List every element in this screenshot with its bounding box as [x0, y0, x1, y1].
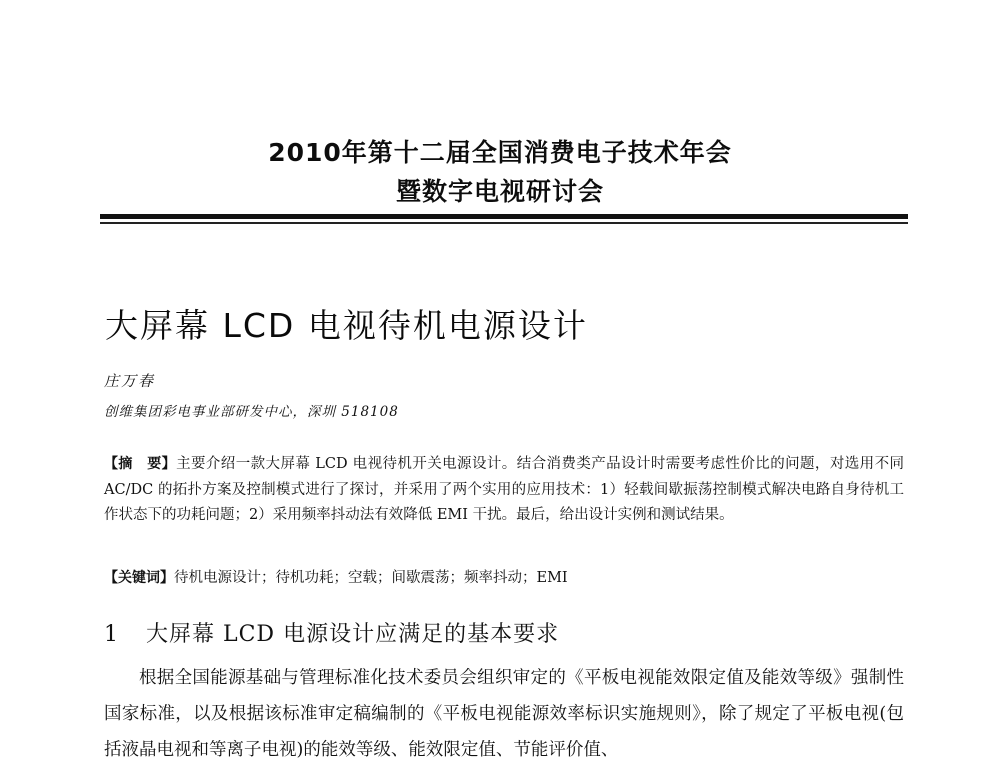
keywords-label: 【关键词】 [104, 570, 174, 586]
author-name: 庄万春 [104, 372, 156, 390]
header-rule-thin [100, 222, 908, 224]
author-affiliation: 创维集团彩电事业部研发中心，深圳 518108 [104, 404, 399, 420]
conference-title-line2: 暨数字电视研讨会 [395, 177, 604, 206]
section-heading [104, 617, 559, 648]
abstract-label: 【摘 要】 [104, 456, 177, 472]
header-rule-thick [100, 214, 908, 219]
section-number: 1 [104, 622, 119, 647]
body-paragraph: 根据全国能源基础与管理标准化技术委员会组织审定的《平板电视能效限定值及能效等级》强制性国家标准，以及根据该标准审定稿编制的《平板电视能源效率标识实施规则》，除了规定了平板电视(包括液晶电视和等离子电视)的能效等级、能效限定值、节能评价值、 [104, 668, 904, 760]
keywords-text: 待机电源设计；待机功耗；空载；间歇震荡；频率抖动；EMI [174, 570, 568, 586]
paper-title: 大屏幕 LCD 电视待机电源设计 [105, 306, 588, 345]
conference-title-line1: 2010年第十二届全国消费电子技术年会 [268, 138, 732, 167]
keywords [104, 566, 904, 590]
section-title: 大屏幕 LCD 电源设计应满足的基本要求 [146, 622, 560, 647]
abstract [104, 452, 904, 529]
abstract-text: 主要介绍一款大屏幕 LCD 电视待机开关电源设计。结合消费类产品设计时需要考虑性价比的问题，对选用不同 AC/DC 的拓扑方案及控制模式进行了探讨，并采用了两个实用的应用技术：1）轻载间歇振荡控制模式解决电路自身待机工作状态下的功耗问题；2）采用频率抖动法有效降低 EMI 干扰。最后，给出设计实例和测试结果。 [104, 456, 904, 523]
